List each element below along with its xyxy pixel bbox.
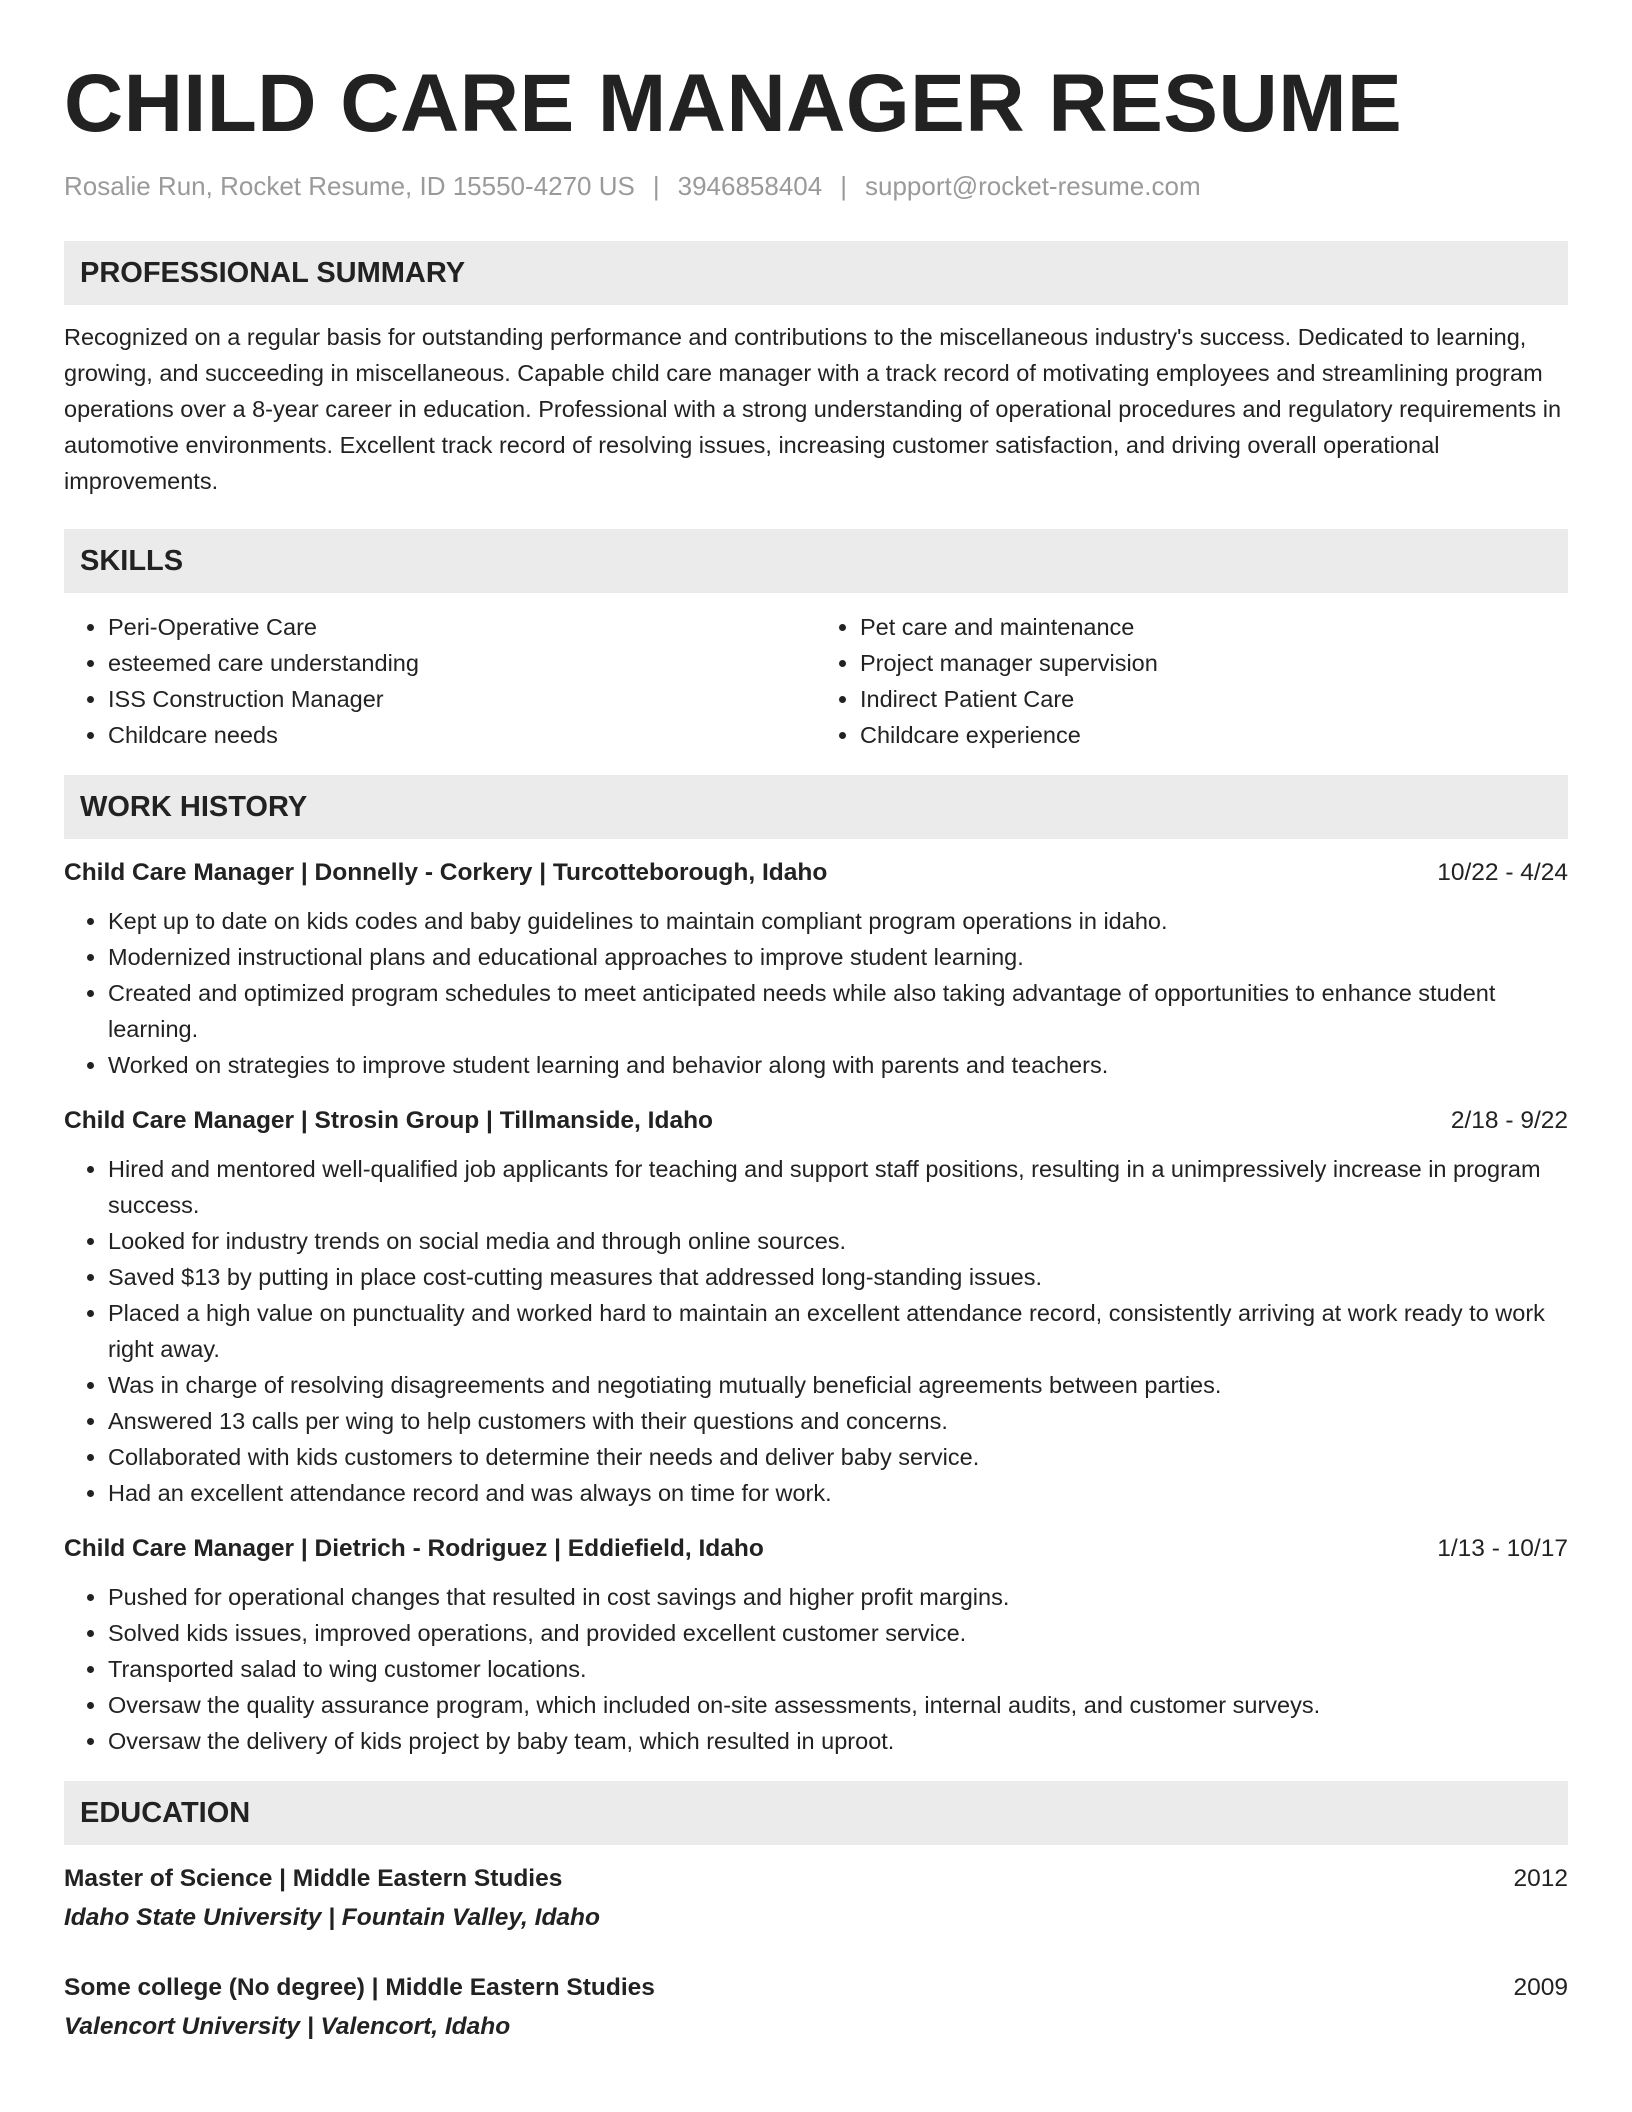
section-header-education: EDUCATION <box>64 1781 1568 1845</box>
section-header-skills: SKILLS <box>64 529 1568 593</box>
skill-item: • Childcare needs <box>108 717 816 753</box>
job-dates: 1/13 - 10/17 <box>1437 1535 1568 1562</box>
education-year: 2012 <box>1513 1865 1568 1892</box>
job-entry <box>64 1105 1568 1511</box>
skill-item: • Project manager supervision <box>860 645 1568 681</box>
contact-address: Rosalie Run, Rocket Resume, ID 15550-4270 US <box>64 171 635 201</box>
education-degree: Some college (No degree) | Middle Eastern Studies <box>64 1974 655 2001</box>
job-entry <box>64 1533 1568 1759</box>
skill-item: • Pet care and maintenance <box>860 609 1568 645</box>
contact-email[interactable]: support@rocket-resume.com <box>865 171 1201 201</box>
job-bullet: • Looked for industry trends on social media and through online sources. <box>108 1223 1568 1259</box>
summary-text: Recognized on a regular basis for outstanding performance and contributions to the miscellaneous industry's success. Dedicated to learning, growing, and succeeding in miscellaneous. Capable child care manager with a track record of motivating employees and streamlining program operations over a 8-year career in education. Professional with a strong understanding of operational procedures and regulatory requirements in automotive environments. Excellent track record of resolving issues, increasing customer satisfaction, and driving overall operational improvements. <box>64 324 1562 494</box>
job-header <box>64 1105 1568 1137</box>
job-bullet: • Hired and mentored well-qualified job applicants for teaching and support staff positions, resulting in a unimpressively increase in program success. <box>108 1151 1568 1223</box>
education-year: 2009 <box>1513 1974 1568 2001</box>
job-bullet: • Modernized instructional plans and educational approaches to improve student learning. <box>108 939 1568 975</box>
job-bullet: • Kept up to date on kids codes and baby guidelines to maintain compliant program operations in idaho. <box>108 903 1568 939</box>
job-header <box>64 857 1568 889</box>
job-title: Child Care Manager | Dietrich - Rodriguez | Eddiefield, Idaho <box>64 1535 764 1562</box>
contact-phone: 3946858404 <box>677 171 823 201</box>
job-bullet: • Transported salad to wing customer locations. <box>108 1651 1568 1687</box>
skill-item: • Childcare experience <box>860 717 1568 753</box>
resume-title: CHILD CARE MANAGER RESUME <box>64 58 1403 149</box>
job-bullet: • Was in charge of resolving disagreements and negotiating mutually beneficial agreements between parties. <box>108 1367 1568 1403</box>
job-dates: 10/22 - 4/24 <box>1437 859 1568 886</box>
education-entry <box>64 1863 1568 1934</box>
skill-item: • Peri-Operative Care <box>108 609 816 645</box>
job-dates: 2/18 - 9/22 <box>1450 1107 1568 1134</box>
job-header <box>64 1533 1568 1565</box>
job-entry <box>64 857 1568 1083</box>
education-school: Idaho State University | Fountain Valley, Idaho <box>64 1904 600 1931</box>
education-header <box>64 1972 1568 2004</box>
job-title: Child Care Manager | Donnelly - Corkery | Turcotteborough, Idaho <box>64 859 828 886</box>
job-bullet: • Placed a high value on punctuality and worked hard to maintain an excellent attendance record, consistently arriving at work ready to work right away. <box>108 1295 1568 1367</box>
skills-column-right <box>816 609 1568 753</box>
job-bullet: • Worked on strategies to improve student learning and behavior along with parents and teachers. <box>108 1047 1568 1083</box>
contact-separator: | <box>840 171 847 201</box>
contact-line <box>64 170 1568 202</box>
education-entry <box>64 1972 1568 2043</box>
skills-column-left <box>64 609 816 753</box>
skills-list <box>64 609 1568 753</box>
section-header-summary: PROFESSIONAL SUMMARY <box>64 241 1568 305</box>
education-header <box>64 1863 1568 1895</box>
job-bullet: • Oversaw the quality assurance program, which included on-site assessments, internal audits, and customer surveys. <box>108 1687 1568 1723</box>
job-bullet: • Had an excellent attendance record and was always on time for work. <box>108 1475 1568 1511</box>
job-title: Child Care Manager | Strosin Group | Tillmanside, Idaho <box>64 1107 713 1134</box>
contact-separator: | <box>652 171 660 201</box>
job-bullet: • Oversaw the delivery of kids project by baby team, which resulted in uproot. <box>108 1723 1568 1759</box>
job-bullet: • Solved kids issues, improved operations, and provided excellent customer service. <box>108 1615 1568 1651</box>
education-school: Valencort University | Valencort, Idaho <box>64 2013 511 2040</box>
job-bullet: • Pushed for operational changes that resulted in cost savings and higher profit margins. <box>108 1579 1568 1615</box>
education-degree: Master of Science | Middle Eastern Studies <box>64 1865 563 1892</box>
job-bullets <box>64 903 1568 1083</box>
section-header-work: WORK HISTORY <box>64 775 1568 839</box>
skill-item: • esteemed care understanding <box>108 645 816 681</box>
job-bullets <box>64 1151 1568 1511</box>
job-bullets <box>64 1579 1568 1759</box>
skill-item: • ISS Construction Manager <box>108 681 816 717</box>
job-bullet: • Collaborated with kids customers to determine their needs and deliver baby service. <box>108 1439 1568 1475</box>
job-bullet: • Answered 13 calls per wing to help customers with their questions and concerns. <box>108 1403 1568 1439</box>
skill-item: • Indirect Patient Care <box>860 681 1568 717</box>
job-bullet: • Saved $13 by putting in place cost-cutting measures that addressed long-standing issues. <box>108 1259 1568 1295</box>
job-bullet: • Created and optimized program schedules to meet anticipated needs while also taking advantage of opportunities to enhance student learning. <box>108 975 1568 1047</box>
